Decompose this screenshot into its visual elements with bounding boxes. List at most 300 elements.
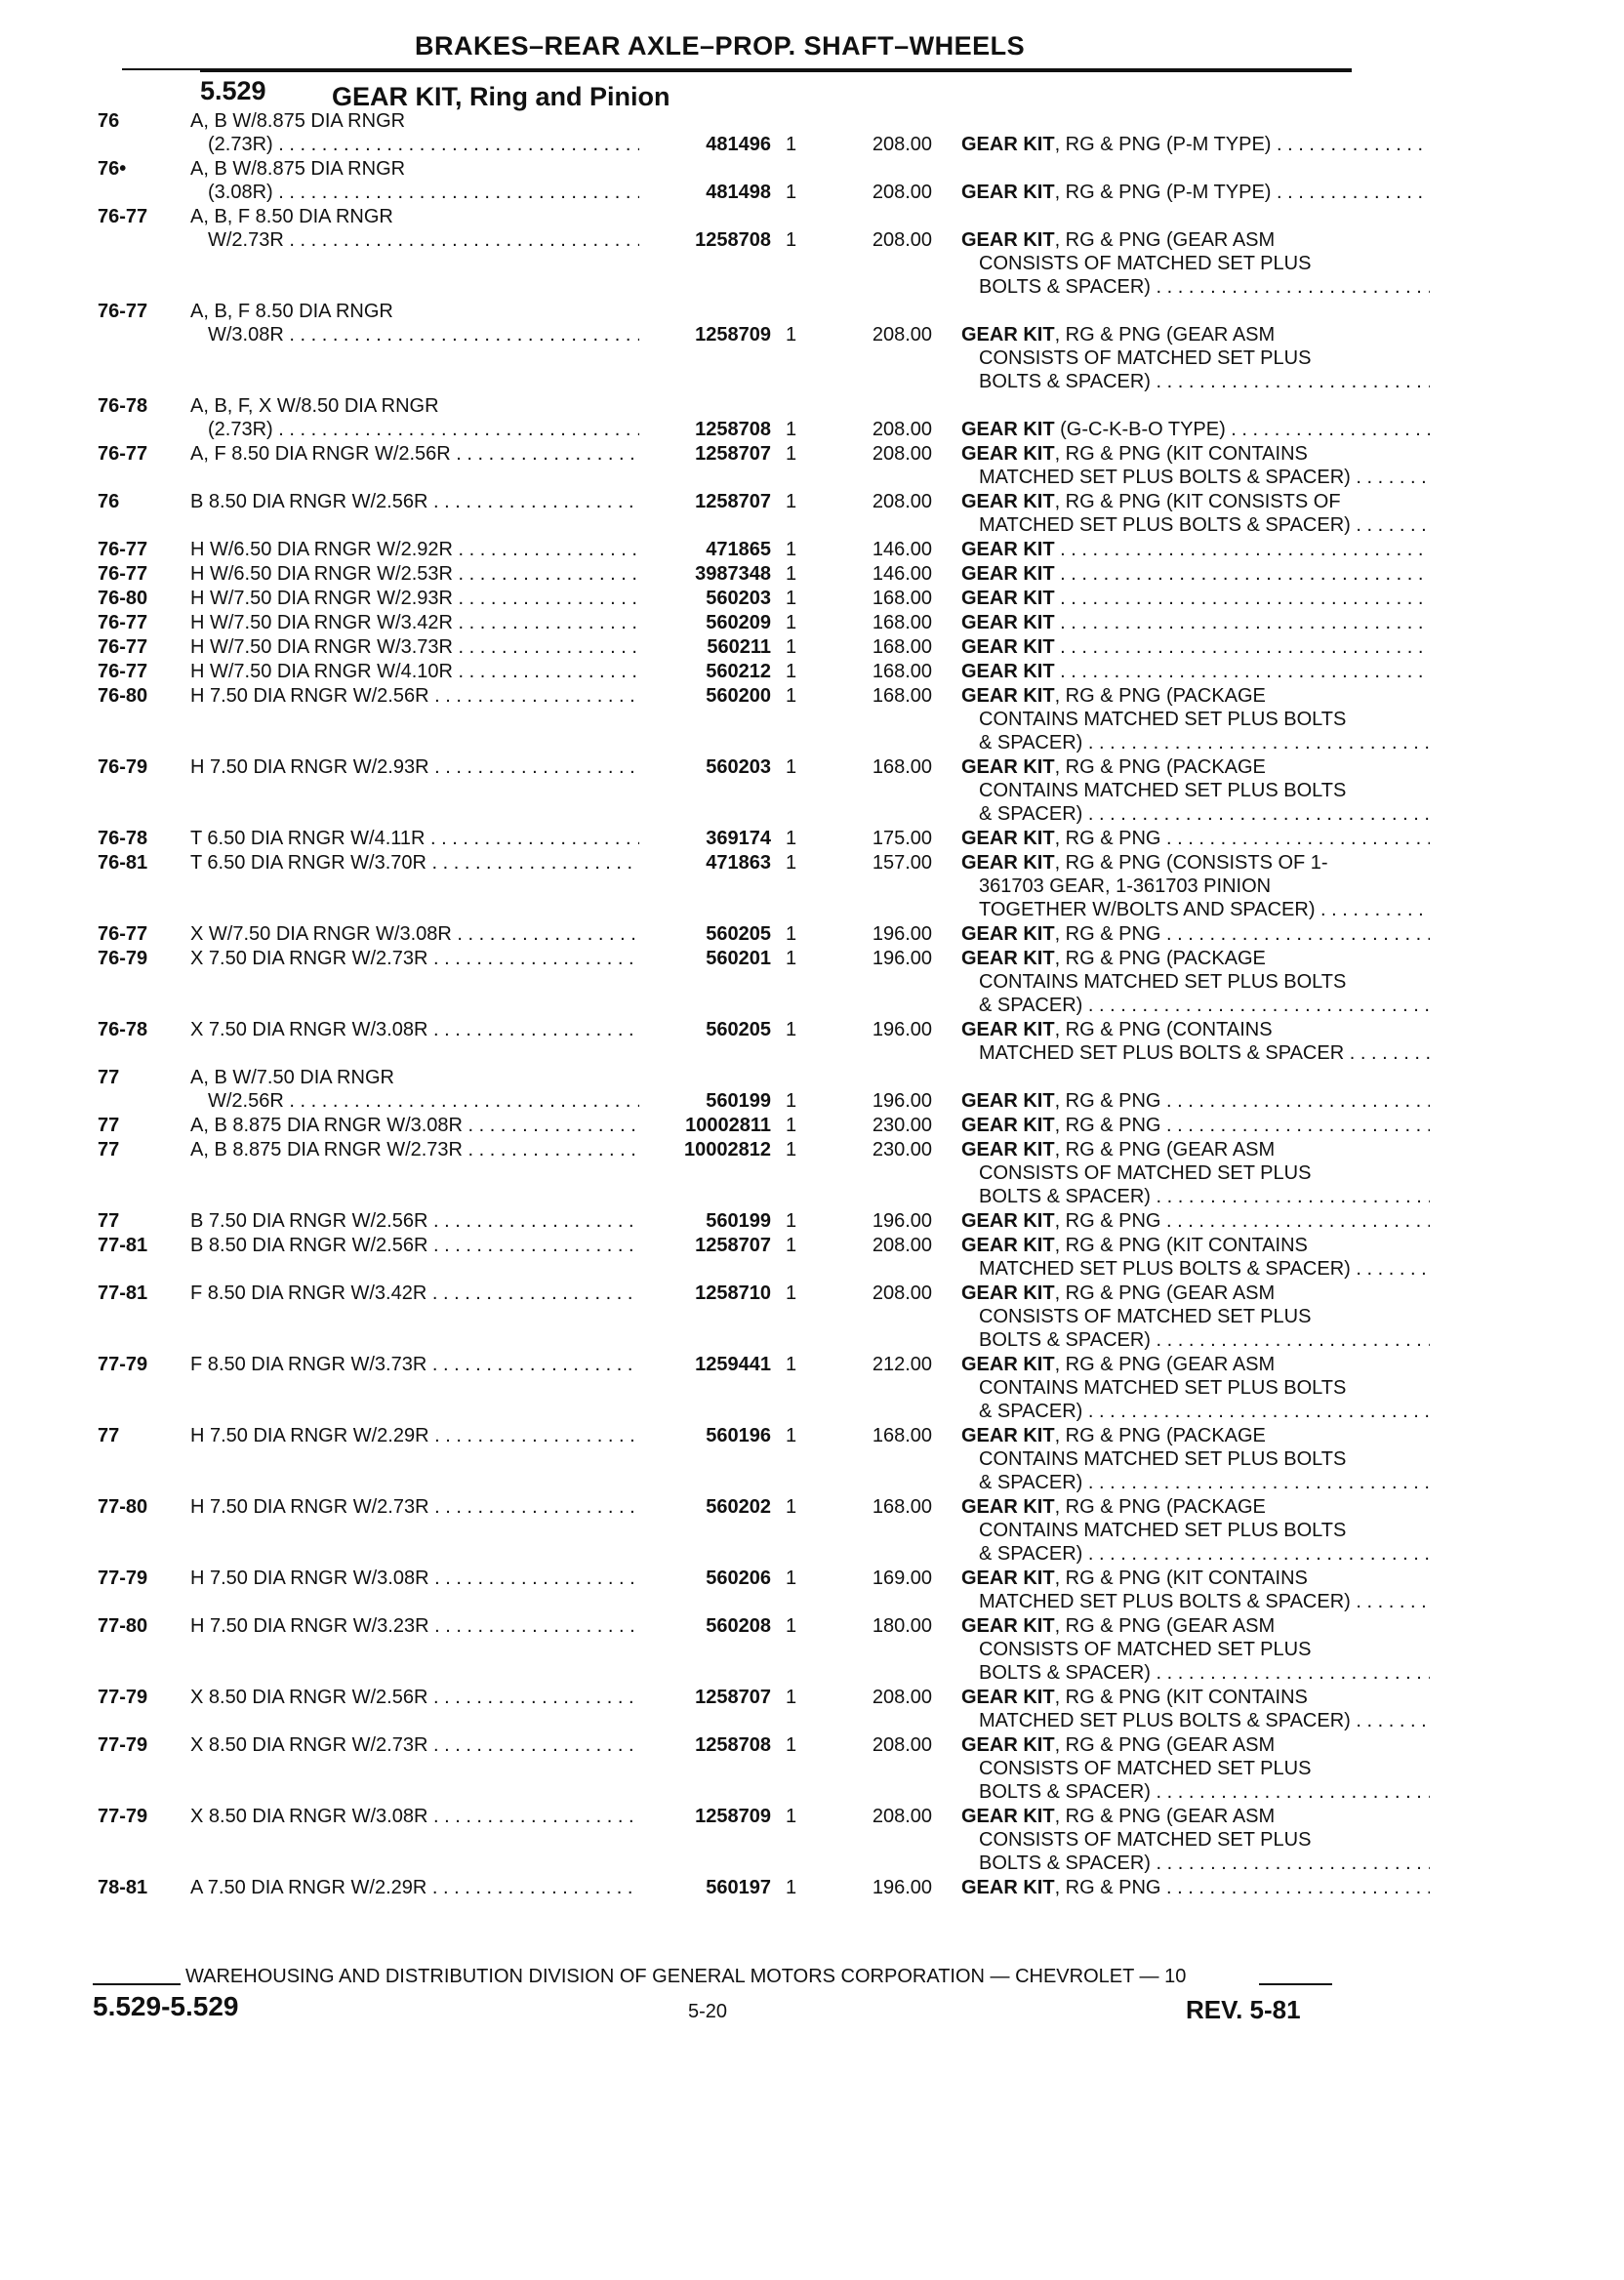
price: 168.00 <box>872 756 932 778</box>
description-line: F 8.50 DIA RNGR W/3.42R . . . <box>190 1282 639 1305</box>
price: 208.00 <box>872 1687 932 1708</box>
model-year: 76-77 <box>98 563 148 585</box>
part-name-keyword: GEAR KIT <box>961 1734 1055 1756</box>
part-name <box>961 1089 1430 1113</box>
part-name-line: MATCHED SET PLUS BOLTS & SPACER) . . . <box>961 1590 1430 1613</box>
description-line: A, F 8.50 DIA RNGR W/2.56R . . . <box>190 442 639 466</box>
part-name <box>961 442 1430 489</box>
part-name-keyword: GEAR KIT <box>961 443 1055 465</box>
description-line: (3.08R) . . . <box>190 181 639 204</box>
description-line: H 7.50 DIA RNGR W/3.08R . . . <box>190 1567 639 1590</box>
part-name-keyword: GEAR KIT <box>961 1090 1055 1112</box>
application-description <box>190 1282 639 1305</box>
part-number: 369174 <box>706 828 771 849</box>
part-name-line: & SPACER) . . . <box>961 1471 1430 1494</box>
price: 230.00 <box>872 1115 932 1136</box>
parts-row <box>98 611 1357 634</box>
part-name-line: GEAR KIT, RG & PNG (P-M TYPE) . . . <box>961 133 1430 156</box>
model-year: 76• <box>98 158 127 180</box>
price: 196.00 <box>872 1877 932 1898</box>
quantity: 1 <box>786 539 797 560</box>
quantity: 1 <box>786 1139 797 1160</box>
part-name-keyword: GEAR KIT <box>961 324 1055 346</box>
quantity: 1 <box>786 563 797 585</box>
description-line: A, B, F, X W/8.50 DIA RNGR <box>190 395 439 417</box>
model-year: 77-79 <box>98 1734 148 1756</box>
part-number: 10002812 <box>684 1139 771 1160</box>
part-name-line: CONSISTS OF MATCHED SET PLUS <box>979 1162 1312 1184</box>
parts-row <box>98 442 1357 489</box>
part-name-line: GEAR KIT, RG & PNG (KIT CONTAINS <box>961 1687 1308 1708</box>
part-number: 1258708 <box>695 419 771 440</box>
parts-row <box>98 1234 1357 1281</box>
quantity: 1 <box>786 134 797 155</box>
application-description <box>190 1424 639 1447</box>
quantity: 1 <box>786 182 797 203</box>
application-description <box>190 635 639 659</box>
quantity: 1 <box>786 1282 797 1304</box>
price: 196.00 <box>872 923 932 945</box>
model-year: 76-80 <box>98 685 148 707</box>
part-name-keyword: GEAR KIT <box>961 1687 1055 1708</box>
page-title: BRAKES–REAR AXLE–PROP. SHAFT–WHEELS <box>415 31 1026 61</box>
part-name-keyword: GEAR KIT <box>961 1877 1055 1898</box>
part-name <box>961 1686 1430 1732</box>
footer-section-range: 5.529-5.529 <box>93 1991 239 2021</box>
price: 208.00 <box>872 229 932 251</box>
quantity: 1 <box>786 685 797 707</box>
description-line: H W/6.50 DIA RNGR W/2.92R . . . <box>190 538 639 561</box>
application-description <box>190 827 639 850</box>
application-description <box>190 394 639 441</box>
part-name-line: MATCHED SET PLUS BOLTS & SPACER) . . . <box>961 1257 1430 1281</box>
price: 208.00 <box>872 324 932 346</box>
model-year: 76-77 <box>98 661 148 682</box>
application-description <box>190 1234 639 1257</box>
part-name-line: GEAR KIT, RG & PNG (PACKAGE <box>961 1425 1266 1446</box>
part-name-line <box>961 635 1430 659</box>
model-year: 77-79 <box>98 1687 148 1708</box>
quantity: 1 <box>786 1734 797 1756</box>
part-name-line <box>961 660 1430 683</box>
parts-row <box>98 109 1357 156</box>
part-name-keyword: GEAR KIT <box>961 1496 1055 1518</box>
quantity: 1 <box>786 661 797 682</box>
part-name-line: BOLTS & SPACER) . . . <box>961 370 1430 393</box>
part-name-line: GEAR KIT, RG & PNG . . . <box>961 827 1430 850</box>
part-name-line: GEAR KIT, RG & PNG (PACKAGE <box>961 1496 1266 1518</box>
part-name-line: & SPACER) . . . <box>961 731 1430 754</box>
parts-row <box>98 1733 1357 1804</box>
quantity: 1 <box>786 1210 797 1232</box>
part-number: 560205 <box>706 923 771 945</box>
part-name-keyword: GEAR KIT <box>961 1354 1055 1375</box>
quantity: 1 <box>786 828 797 849</box>
part-name <box>961 1234 1430 1281</box>
part-name-keyword: GEAR KIT <box>961 685 1055 707</box>
part-number: 1258707 <box>695 491 771 512</box>
section-heading <box>200 70 1352 113</box>
model-year: 76-80 <box>98 588 148 609</box>
quantity: 1 <box>786 612 797 633</box>
parts-row <box>98 660 1357 683</box>
parts-row <box>98 562 1357 586</box>
quantity: 1 <box>786 852 797 874</box>
quantity: 1 <box>786 1019 797 1040</box>
model-year: 76-77 <box>98 636 148 658</box>
part-name-line: & SPACER) . . . <box>961 994 1430 1017</box>
description-line: W/2.56R . . . <box>190 1089 639 1113</box>
application-description <box>190 538 639 561</box>
footer-revision: REV. 5-81 <box>1186 1995 1301 2024</box>
part-number: 560200 <box>706 685 771 707</box>
parts-row <box>98 1424 1357 1494</box>
part-name <box>961 851 1430 921</box>
part-name-line: CONTAINS MATCHED SET PLUS BOLTS <box>979 780 1347 801</box>
parts-row <box>98 1114 1357 1137</box>
part-name-line: GEAR KIT, RG & PNG (GEAR ASM <box>961 1806 1276 1827</box>
parts-row <box>98 1686 1357 1732</box>
quantity: 1 <box>786 756 797 778</box>
description-line: H W/7.50 DIA RNGR W/3.73R . . . <box>190 635 639 659</box>
part-number: 560202 <box>706 1496 771 1518</box>
parts-row <box>98 1138 1357 1208</box>
price: 168.00 <box>872 1425 932 1446</box>
parts-row <box>98 1066 1357 1113</box>
part-name-line: GEAR KIT, RG & PNG . . . <box>961 1114 1430 1137</box>
parts-row <box>98 538 1357 561</box>
part-name-line: BOLTS & SPACER) . . . <box>961 275 1430 299</box>
model-year: 76-77 <box>98 206 148 227</box>
part-name-line: CONTAINS MATCHED SET PLUS BOLTS <box>979 1448 1347 1470</box>
description-line: X 8.50 DIA RNGR W/3.08R . . . <box>190 1805 639 1828</box>
application-description <box>190 1567 639 1590</box>
part-name-keyword: GEAR KIT <box>961 1425 1055 1446</box>
page-header <box>122 27 1352 70</box>
application-description <box>190 660 639 683</box>
quantity: 1 <box>786 948 797 969</box>
quantity: 1 <box>786 1806 797 1827</box>
parts-row <box>98 1614 1357 1685</box>
part-name-line: BOLTS & SPACER) . . . <box>961 1852 1430 1875</box>
part-number: 560212 <box>706 661 771 682</box>
part-name <box>961 1282 1430 1352</box>
part-name-keyword: GEAR KIT <box>961 828 1055 849</box>
part-name <box>961 1018 1430 1065</box>
description-line: X 7.50 DIA RNGR W/2.73R . . . <box>190 947 639 970</box>
part-name-keyword: GEAR KIT <box>961 1210 1055 1232</box>
part-name-line: TOGETHER W/BOLTS AND SPACER) . . . <box>961 898 1430 921</box>
description-line: T 6.50 DIA RNGR W/3.70R . . . <box>190 851 639 875</box>
description-line: W/2.73R . . . <box>190 228 639 252</box>
part-name-keyword: GEAR KIT <box>961 756 1055 778</box>
model-year: 76-79 <box>98 756 148 778</box>
part-name-line: MATCHED SET PLUS BOLTS & SPACER) . . . <box>961 513 1430 537</box>
model-year: 77-79 <box>98 1354 148 1375</box>
parts-row <box>98 947 1357 1017</box>
description-line: (2.73R) . . . <box>190 133 639 156</box>
part-name <box>961 1424 1430 1494</box>
part-name-line: GEAR KIT, RG & PNG (GEAR ASM <box>961 1615 1276 1637</box>
description-line: H 7.50 DIA RNGR W/2.29R . . . <box>190 1424 639 1447</box>
price: 175.00 <box>872 828 932 849</box>
description-line: H W/7.50 DIA RNGR W/3.42R . . . <box>190 611 639 634</box>
price: 168.00 <box>872 588 932 609</box>
part-number: 560199 <box>706 1210 771 1232</box>
application-description <box>190 109 639 156</box>
part-name-line: GEAR KIT, RG & PNG (KIT CONTAINS <box>961 1235 1308 1256</box>
application-description <box>190 611 639 634</box>
application-description <box>190 300 639 346</box>
part-number: 560203 <box>706 588 771 609</box>
part-number: 560206 <box>706 1568 771 1589</box>
part-name-line: GEAR KIT, RG & PNG (P-M TYPE) . . . <box>961 181 1430 204</box>
part-name-keyword: GEAR KIT <box>961 948 1055 969</box>
description-line: H 7.50 DIA RNGR W/3.23R . . . <box>190 1614 639 1638</box>
part-name-line: BOLTS & SPACER) . . . <box>961 1328 1430 1352</box>
price: 146.00 <box>872 539 932 560</box>
part-name-keyword: GEAR KIT <box>961 1235 1055 1256</box>
application-description <box>190 587 639 610</box>
application-description <box>190 1353 639 1376</box>
price: 168.00 <box>872 661 932 682</box>
application-description <box>190 1686 639 1709</box>
application-description <box>190 922 639 946</box>
parts-row <box>98 684 1357 754</box>
part-name <box>961 133 1430 156</box>
parts-row <box>98 755 1357 826</box>
description-line: A, B, F 8.50 DIA RNGR <box>190 301 393 322</box>
parts-row <box>98 205 1357 299</box>
price: 208.00 <box>872 182 932 203</box>
part-name <box>961 538 1430 561</box>
price: 196.00 <box>872 1090 932 1112</box>
part-number: 471865 <box>706 539 771 560</box>
description-line: H 7.50 DIA RNGR W/2.73R . . . <box>190 1495 639 1519</box>
part-name-line: GEAR KIT, RG & PNG . . . <box>961 1209 1430 1233</box>
parts-row <box>98 1567 1357 1613</box>
part-number: 560208 <box>706 1615 771 1637</box>
section-title: GEAR KIT, Ring and Pinion <box>332 82 670 111</box>
application-description <box>190 1495 639 1519</box>
price: 208.00 <box>872 1235 932 1256</box>
price: 208.00 <box>872 1282 932 1304</box>
footer-rule-right <box>1259 1983 1332 1985</box>
part-name-line: & SPACER) . . . <box>961 1542 1430 1566</box>
part-name-keyword: GEAR KIT <box>961 588 1055 609</box>
application-description <box>190 442 639 466</box>
quantity: 1 <box>786 1615 797 1637</box>
part-name-line: BOLTS & SPACER) . . . <box>961 1185 1430 1208</box>
part-number: 560203 <box>706 756 771 778</box>
description-line: H 7.50 DIA RNGR W/2.56R . . . <box>190 684 639 708</box>
price: 208.00 <box>872 419 932 440</box>
part-name-line: GEAR KIT, RG & PNG (GEAR ASM <box>961 324 1276 346</box>
part-name <box>961 1567 1430 1613</box>
model-year: 76-77 <box>98 539 148 560</box>
parts-row <box>98 1495 1357 1566</box>
parts-row <box>98 1018 1357 1065</box>
part-number: 560197 <box>706 1877 771 1898</box>
part-name <box>961 635 1430 659</box>
part-name-line: CONSISTS OF MATCHED SET PLUS <box>979 253 1312 274</box>
parts-row <box>98 1209 1357 1233</box>
part-name <box>961 1614 1430 1685</box>
part-number: 471863 <box>706 852 771 874</box>
part-name-line: GEAR KIT, RG & PNG (KIT CONTAINS <box>961 443 1308 465</box>
quantity: 1 <box>786 1235 797 1256</box>
parts-row <box>98 922 1357 946</box>
model-year: 77-81 <box>98 1235 148 1256</box>
part-name <box>961 684 1430 754</box>
quantity: 1 <box>786 1687 797 1708</box>
part-name-line: CONTAINS MATCHED SET PLUS BOLTS <box>979 1520 1347 1541</box>
part-name-keyword: GEAR KIT <box>961 1282 1055 1304</box>
price: 180.00 <box>872 1615 932 1637</box>
footer-page-number: 5-20 <box>688 2001 728 2022</box>
price: 230.00 <box>872 1139 932 1160</box>
part-name-keyword: GEAR KIT <box>961 134 1055 155</box>
application-description <box>190 1114 639 1137</box>
price: 157.00 <box>872 852 932 874</box>
part-number: 560211 <box>707 636 771 658</box>
description-line: A 7.50 DIA RNGR W/2.29R . . . <box>190 1876 639 1899</box>
application-description <box>190 1066 639 1113</box>
part-number: 1258710 <box>695 1282 771 1304</box>
model-year: 77-79 <box>98 1806 148 1827</box>
application-description <box>190 1733 639 1757</box>
parts-row <box>98 157 1357 204</box>
part-name-keyword: GEAR KIT <box>961 636 1055 658</box>
part-name-line: BOLTS & SPACER) . . . <box>961 1661 1430 1685</box>
price: 168.00 <box>872 1496 932 1518</box>
quantity: 1 <box>786 1425 797 1446</box>
part-name-line: GEAR KIT, RG & PNG (GEAR ASM <box>961 1282 1276 1304</box>
description-line: X 8.50 DIA RNGR W/2.56R . . . <box>190 1686 639 1709</box>
part-name-line: MATCHED SET PLUS BOLTS & SPACER . . . <box>961 1041 1430 1065</box>
description-line: B 7.50 DIA RNGR W/2.56R . . . <box>190 1209 639 1233</box>
part-name <box>961 1876 1430 1899</box>
application-description <box>190 1018 639 1041</box>
description-line: (2.73R) . . . <box>190 418 639 441</box>
part-name-line: BOLTS & SPACER) . . . <box>961 1780 1430 1804</box>
part-name <box>961 827 1430 850</box>
parts-row <box>98 851 1357 921</box>
description-line: T 6.50 DIA RNGR W/4.11R . . . <box>190 827 639 850</box>
part-name-line: GEAR KIT, RG & PNG . . . <box>961 1089 1430 1113</box>
quantity: 1 <box>786 443 797 465</box>
model-year: 76-79 <box>98 948 148 969</box>
part-name <box>961 1495 1430 1566</box>
part-name-keyword: GEAR KIT <box>961 923 1055 945</box>
footer-rule-left <box>93 1983 181 1985</box>
part-name-line: GEAR KIT, RG & PNG (GEAR ASM <box>961 1734 1276 1756</box>
part-name-line: CONTAINS MATCHED SET PLUS BOLTS <box>979 971 1347 993</box>
footer-organization: WAREHOUSING AND DISTRIBUTION DIVISION OF GENERAL MOTORS CORPORATION — CHEVROLET — 10 <box>185 1966 1187 1987</box>
quantity: 1 <box>786 1090 797 1112</box>
part-name <box>961 660 1430 683</box>
model-year: 76-77 <box>98 923 148 945</box>
application-description <box>190 1138 639 1161</box>
model-year: 76 <box>98 491 120 512</box>
model-year: 76-77 <box>98 443 148 465</box>
application-description <box>190 1614 639 1638</box>
price: 168.00 <box>872 636 932 658</box>
model-year: 77 <box>98 1210 120 1232</box>
price: 169.00 <box>872 1568 932 1589</box>
description-line: W/3.08R . . . <box>190 323 639 346</box>
price: 208.00 <box>872 443 932 465</box>
price: 196.00 <box>872 1210 932 1232</box>
parts-row <box>98 635 1357 659</box>
part-name-line: & SPACER) . . . <box>961 1400 1430 1423</box>
price: 168.00 <box>872 612 932 633</box>
model-year: 77 <box>98 1425 120 1446</box>
price: 208.00 <box>872 491 932 512</box>
part-number: 560196 <box>706 1425 771 1446</box>
model-year: 77-81 <box>98 1282 148 1304</box>
part-number: 560199 <box>706 1090 771 1112</box>
description-line: F 8.50 DIA RNGR W/3.73R . . . <box>190 1353 639 1376</box>
model-year: 77-80 <box>98 1615 148 1637</box>
model-year: 76-78 <box>98 828 148 849</box>
application-description <box>190 490 639 513</box>
part-name <box>961 181 1430 204</box>
application-description <box>190 157 639 204</box>
price: 196.00 <box>872 1019 932 1040</box>
application-description <box>190 1876 639 1899</box>
part-name-line: GEAR KIT, RG & PNG . . . <box>961 1876 1430 1899</box>
part-name-keyword: GEAR KIT <box>961 229 1055 251</box>
part-name-line <box>961 538 1430 561</box>
part-name-line: GEAR KIT, RG & PNG (KIT CONTAINS <box>961 1568 1308 1589</box>
part-name-line: GEAR KIT, RG & PNG (CONTAINS <box>961 1019 1273 1040</box>
part-name-keyword: GEAR KIT <box>961 1568 1055 1589</box>
part-name-line: CONSISTS OF MATCHED SET PLUS <box>979 1639 1312 1660</box>
parts-row <box>98 300 1357 393</box>
model-year: 76 <box>98 110 120 132</box>
quantity: 1 <box>786 588 797 609</box>
part-name-keyword: GEAR KIT <box>961 1019 1055 1040</box>
part-number: 1258707 <box>695 1687 771 1708</box>
application-description <box>190 755 639 779</box>
parts-row <box>98 1876 1357 1899</box>
part-name <box>961 323 1430 393</box>
quantity: 1 <box>786 1496 797 1518</box>
model-year: 76-77 <box>98 612 148 633</box>
part-name-keyword: GEAR KIT <box>961 563 1055 585</box>
part-name-line <box>961 587 1430 610</box>
part-name-keyword: GEAR KIT <box>961 661 1055 682</box>
part-name-line: GEAR KIT, RG & PNG (GEAR ASM <box>961 1354 1276 1375</box>
part-name-line: GEAR KIT, RG & PNG (KIT CONSISTS OF <box>961 491 1341 512</box>
part-name-keyword: GEAR KIT <box>961 1139 1055 1160</box>
part-name-keyword: GEAR KIT <box>961 612 1055 633</box>
description-line: A, B W/8.875 DIA RNGR <box>190 158 406 180</box>
part-name-line: CONSISTS OF MATCHED SET PLUS <box>979 1306 1312 1327</box>
part-number: 1258709 <box>695 324 771 346</box>
part-name-line: GEAR KIT, RG & PNG . . . <box>961 922 1430 946</box>
price: 146.00 <box>872 563 932 585</box>
part-number: 560205 <box>706 1019 771 1040</box>
parts-row <box>98 490 1357 537</box>
price: 168.00 <box>872 685 932 707</box>
quantity: 1 <box>786 229 797 251</box>
part-name <box>961 922 1430 946</box>
part-name <box>961 947 1430 1017</box>
description-line: H W/7.50 DIA RNGR W/2.93R . . . <box>190 587 639 610</box>
part-name-keyword: GEAR KIT <box>961 539 1055 560</box>
